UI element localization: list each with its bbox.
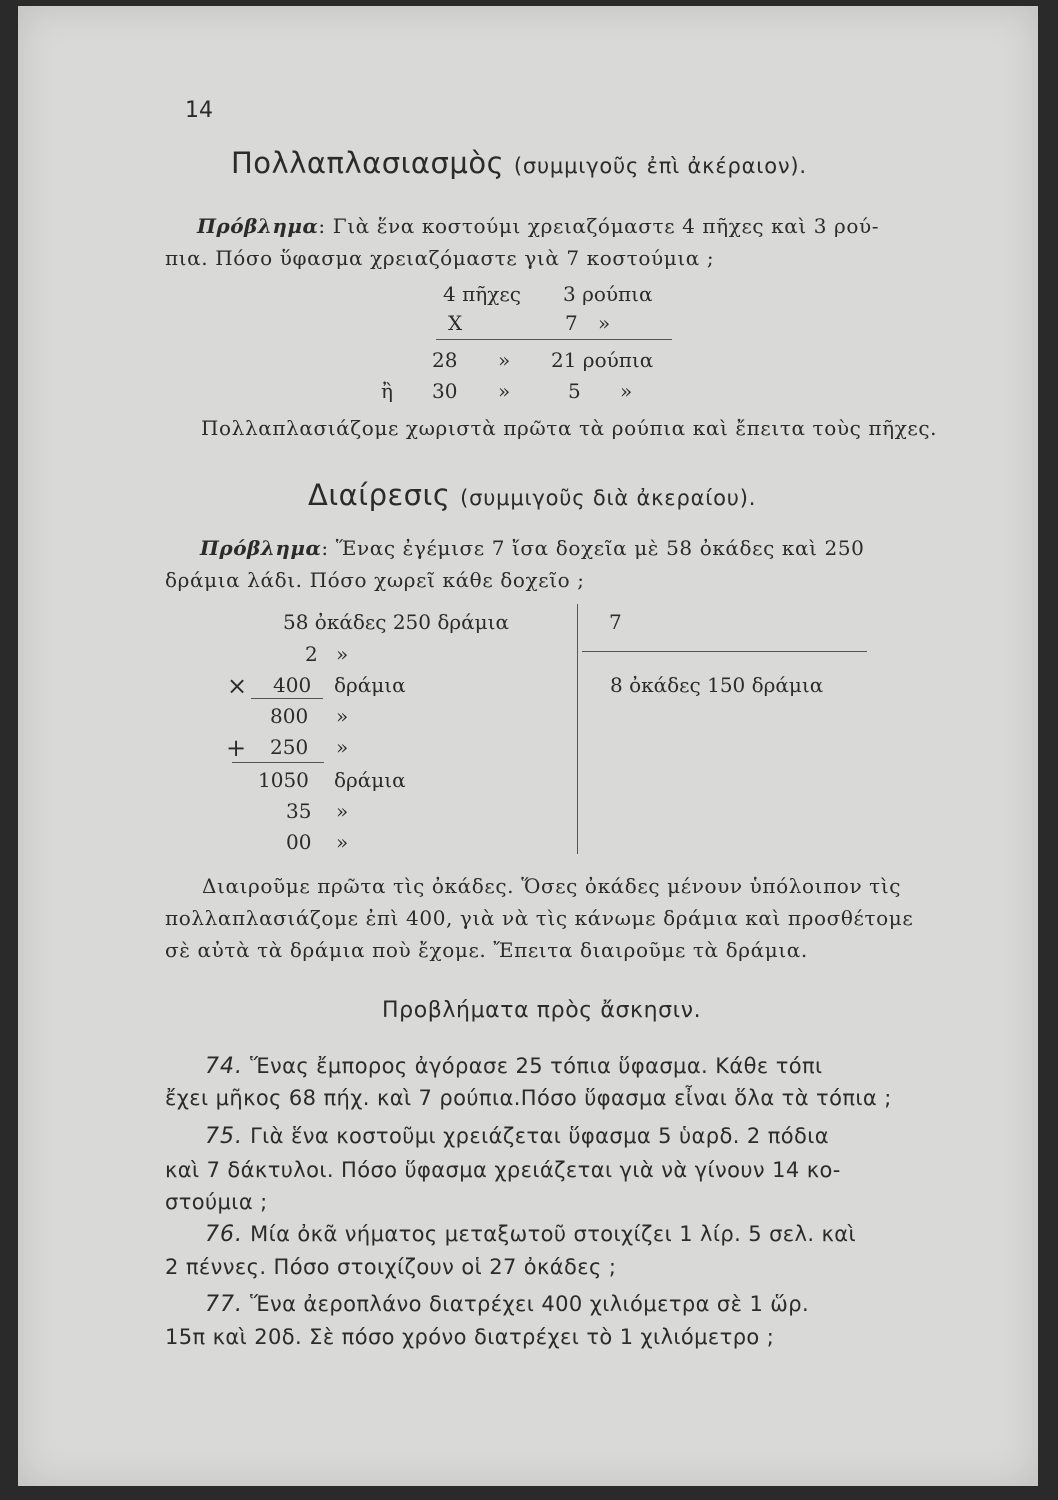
explanation-note: Πολλαπλασιάζομε χωριστὰ πρῶτα τὰ ρούπια καὶ ἔπειτα τοὺς πῆχες.	[201, 416, 938, 440]
exercise-77	[205, 1292, 809, 1317]
calc-cell: 3 ρούπια	[563, 282, 653, 306]
section-title-division	[308, 478, 756, 512]
calc-cell: 28	[432, 348, 458, 372]
calc-rule	[436, 339, 672, 340]
exercise-text: Μία ὀκᾶ νήματος μεταξωτοῦ στοιχίζει 1 λίρ. 5 σελ. καὶ	[250, 1222, 857, 1246]
section-subtitle: (συμμιγοῦς διὰ ἀκεραίου).	[460, 486, 757, 510]
section-title-multiplication	[231, 146, 807, 180]
exercise-number: 77.	[205, 1292, 243, 1317]
problem-label: Πρόβλημα	[197, 214, 319, 238]
problem-line	[200, 536, 864, 560]
exercise-text: 15π καὶ 20δ. Σὲ πόσο χρόνο διατρέχει τὸ 1 χιλιόμετρο ;	[165, 1325, 775, 1349]
exercise-76	[205, 1222, 856, 1247]
problem-label: Πρόβλημα	[200, 536, 322, 560]
exercise-text: Γιὰ ἕνα κοστοῦμι χρειάζεται ὕφασμα 5 ὑαρδ. 2 πόδια	[250, 1124, 830, 1148]
division-horizontal-rule	[582, 651, 867, 652]
exercise-number: 74.	[205, 1054, 243, 1079]
exercise-number: 75.	[205, 1124, 243, 1149]
div-cell: »	[336, 799, 349, 823]
exercise-text: Ἕνα ἀεροπλάνο διατρέχει 400 χιλιόμετρα σὲ 1 ὥρ.	[250, 1292, 810, 1316]
div-cell: »	[336, 830, 349, 854]
section-subtitle: (συμμιγοῦς ἐπὶ ἀκέραιον).	[513, 154, 807, 178]
calc-rule	[232, 762, 324, 763]
calc-cell: 21 ρούπια	[551, 348, 654, 372]
book-page	[18, 6, 1038, 1486]
calc-cell: 7	[565, 311, 578, 335]
problem-text: : Ἕνας ἐγέμισε 7 ἴσα δοχεῖα μὲ 58 ὀκάδες καὶ 250	[321, 536, 865, 560]
quotient: 8 ὀκάδες 150 δράμια	[610, 673, 824, 697]
explanation-note: σὲ αὐτὰ τὰ δράμια ποὺ ἔχομε. Ἔπειτα διαιροῦμε τὰ δράμια.	[165, 938, 808, 962]
division-vertical-rule	[577, 604, 578, 854]
calc-cell: ἢ	[381, 379, 393, 403]
calc-cell: »	[598, 311, 611, 335]
explanation-note: Διαιροῦμε πρῶτα τὶς ὀκάδες. Ὅσες ὀκάδες μένουν ὑπόλοιπον τὶς	[202, 874, 902, 898]
problem-line	[197, 214, 879, 238]
calc-cell: »	[620, 379, 633, 403]
div-cell: 35	[286, 799, 312, 823]
div-cell: δράμια	[334, 673, 406, 697]
calc-rule	[251, 698, 323, 699]
calc-cell: »	[498, 348, 511, 372]
calc-cell: 5	[568, 379, 581, 403]
calc-cell: 4 πῆχες	[443, 282, 521, 306]
div-cell: 00	[286, 830, 312, 854]
exercise-number: 76.	[205, 1222, 243, 1247]
page-number: 14	[185, 98, 213, 123]
exercise-text: Ἕνας ἔμπορος ἀγόρασε 25 τόπια ὕφασμα. Κάθε τόπι	[250, 1054, 823, 1078]
div-cell: »	[336, 642, 349, 666]
problem-line-2: δράμια λάδι. Πόσο χωρεῖ κάθε δοχεῖο ;	[165, 568, 585, 592]
section-title-text: Διαίρεσις	[308, 478, 451, 512]
div-cell: 2	[305, 642, 318, 666]
div-cell: 400	[273, 673, 312, 697]
div-cell: 250	[270, 735, 309, 759]
div-cell: »	[336, 735, 349, 759]
plus-sign: +	[226, 734, 247, 762]
multiply-sign: ×	[227, 672, 248, 700]
calc-cell: »	[498, 379, 511, 403]
section-title-text: Πολλαπλασιασμὸς	[231, 146, 505, 180]
div-cell: »	[336, 704, 349, 728]
div-cell: 1050	[258, 768, 309, 792]
exercises-heading: Προβλήματα πρὸς ἄσκησιν.	[382, 998, 702, 1023]
div-cell: 58 ὀκάδες 250 δράμια	[283, 610, 509, 634]
exercise-75	[205, 1124, 829, 1149]
exercise-text: 2 πέννες. Πόσο στοιχίζουν οἱ 27 ὀκάδες ;	[165, 1255, 617, 1279]
explanation-note: πολλαπλασιάζομε ἐπὶ 400, γιὰ νὰ τὶς κάνωμε δράμια καὶ προσθέτομε	[165, 906, 914, 930]
calc-cell: 30	[432, 379, 458, 403]
problem-line-2: πια. Πόσο ὕφασμα χρειαζόμαστε γιὰ 7 κοστούμια ;	[165, 246, 715, 270]
divisor: 7	[609, 610, 622, 634]
problem-text: : Γιὰ ἕνα κοστούμι χρειαζόμαστε 4 πῆχες καὶ 3 ρού-	[318, 214, 880, 238]
calc-op: X	[448, 311, 463, 335]
exercise-text: καὶ 7 δάκτυλοι. Πόσο ὕφασμα χρειάζεται γιὰ νὰ γίνουν 14 κο-	[165, 1158, 841, 1182]
exercise-74	[205, 1054, 823, 1079]
exercise-text: στούμια ;	[165, 1190, 268, 1214]
div-cell: δράμια	[334, 768, 406, 792]
exercise-text: ἔχει μῆκος 68 πήχ. καὶ 7 ρούπια.Πόσο ὕφασμα εἶναι ὅλα τὰ τόπια ;	[165, 1086, 892, 1110]
div-cell: 800	[270, 704, 309, 728]
